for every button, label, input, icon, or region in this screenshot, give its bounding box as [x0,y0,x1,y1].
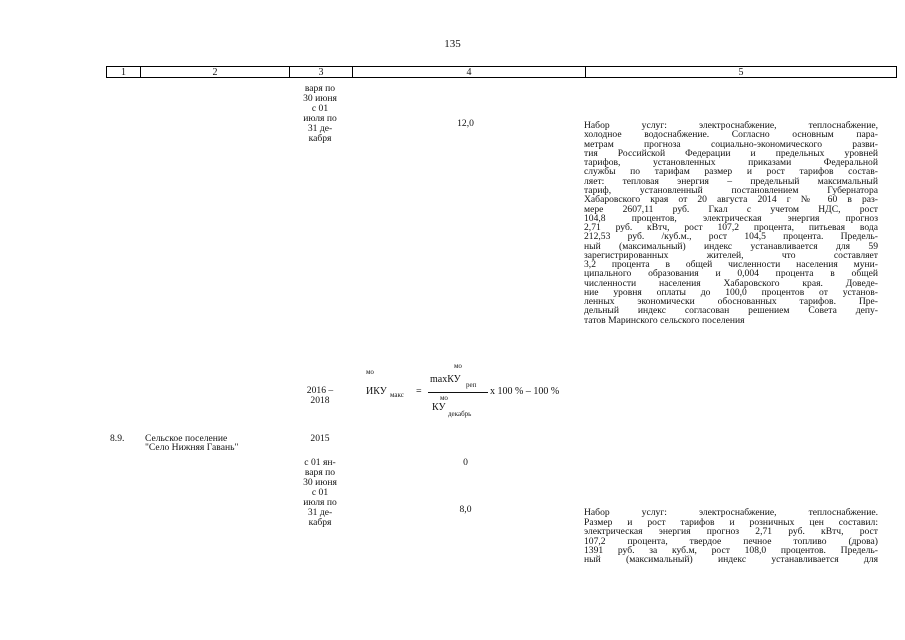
formula-numerator-sub: реп [466,381,477,389]
period-line: 31 де- [307,123,333,134]
description-line: 3,2 процента в общей численности населения муни- [584,259,878,270]
period-line: с 01 [311,487,329,498]
index-formula [366,362,581,424]
period-line: июля по [303,497,337,508]
description-line: Размер и рост тарифов и розничных цен составил: [584,517,878,528]
period-line: 31 де- [307,507,333,518]
period-line: кабря [308,517,332,528]
index-value: 8,0 [459,504,472,515]
period-line: с 01 ян- [304,457,336,468]
header-col-5: 5 [738,67,744,78]
description-line: численности населения Хабаровского края. Доведе- [584,278,878,289]
index-value: 12,0 [457,118,474,129]
description-line: электрическая энергия прогноз 2,71 руб. кВтч, рост [584,526,878,537]
settlement-name: "Село Нижняя Гавань" [145,442,239,453]
period-line: 30 июня [303,477,337,488]
description-line: метрам прогноза социально-экономического разви- [584,139,878,150]
header-col-4: 4 [353,67,586,77]
fraction-bar [428,392,488,393]
description-line: ленных экономически обоснованных тарифов. Пре- [584,296,878,307]
period-line: варя по [304,467,336,478]
description-line: службы по тарифам размер и рост тарифов состав- [584,166,878,177]
row-number: 8.9. [110,433,125,444]
description-line: тариф, установленный постановлением Губернатора [584,185,878,196]
formula-tail: х 100 % – 100 % [490,386,560,397]
formula-equals: = [416,386,422,397]
description-line: татов Маринского сельского поселения [584,315,745,326]
description-line: 1391 руб. за куб.м, рост 108,0 процентов. Предель- [584,545,878,556]
period-line: июля по [303,113,337,124]
formula-denominator-sup: мо [440,394,448,402]
description-line: Набор услуг: электроснабжение, теплоснабжение, [584,120,878,131]
description-line: 107,2 процента, твердое печное топливо (дрова) [584,536,878,547]
table-header-row [106,66,897,78]
description-line: 212,53 руб. /куб.м., рост 104,5 процента. Предель- [584,231,878,242]
formula-numerator: maxКУ [430,374,461,385]
description-line: ние уровня оплаты до 100,0 процентов от установ- [584,287,878,298]
period-line: 2018 [310,395,330,406]
settlement-name: Сельское поселение [145,433,228,444]
description-line: ный (максимальный) индекс устанавливается для [584,554,878,565]
page-number: 135 [444,38,461,50]
period-line: варя по [304,83,336,94]
header-col-3: 3 [290,67,353,77]
period-line: с 01 [311,103,329,114]
description-line: ляет: тепловая энергия – предельный максимальный [584,176,878,187]
description-line: Набор услуг: электроснабжение, теплоснабжение. [584,507,878,518]
description-line: Хабаровского края от 20 августа 2014 г № 60 в раз- [584,194,878,205]
formula-denominator: КУ [432,402,446,413]
formula-numerator-sup: мо [454,362,462,370]
formula-lhs-sup: мо [366,368,374,376]
period-line: 30 июня [303,93,337,104]
description-line: 2,71 руб. кВтч, рост 107,2 процента, питьевая вода [584,222,878,233]
description-line: 104,8 процентов, электрическая энергия прогноз [584,213,878,224]
header-col-2: 2 [141,67,290,77]
description-line: холодное водоснабжение. Согласно основным пара- [584,129,878,140]
description-line: мере 2607,11 руб. Гкал с учетом НДС, рост [584,204,878,215]
formula-denominator-sub: декабрь [448,410,472,418]
description-line: ный (максимальный) индекс устанавливается для 59 [584,241,878,252]
description-line: зарегистрированных жителей, что составляет [584,250,878,261]
formula-lhs: ИКУ [366,386,387,397]
period-line: кабря [308,133,332,144]
description-line: дельный индекс согласован решением Совета депу- [584,305,878,316]
year: 2015 [310,433,330,444]
period-line: 2016 – [306,385,334,396]
description-line: тия Российской Федерации и предельных уровней [584,148,878,159]
formula-lhs-sub: макс [390,391,404,399]
index-value: 0 [463,457,468,468]
header-col-1: 1 [107,67,141,77]
description-line: тарифов, установленных приказами Федеральной [584,157,878,168]
description-line: ципального образования и 0,004 процента в общей [584,268,878,279]
